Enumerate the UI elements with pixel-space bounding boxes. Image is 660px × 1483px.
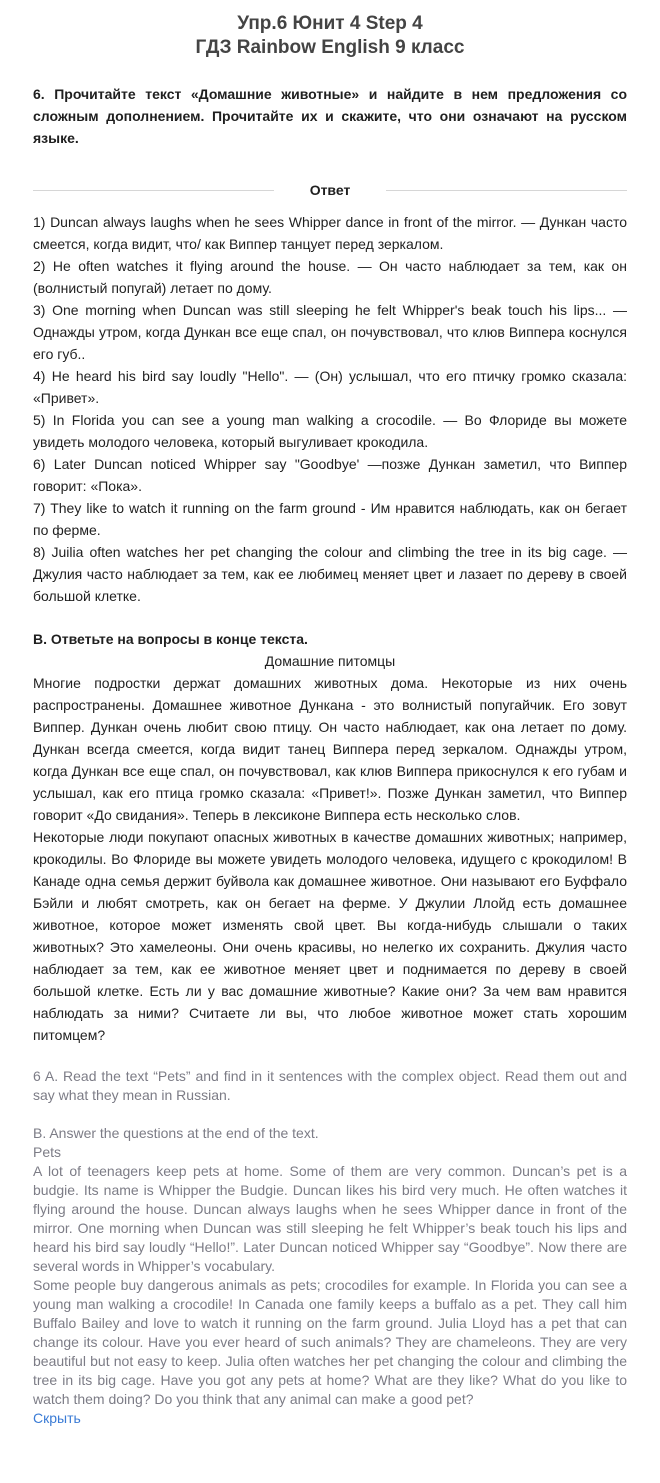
answer-item: 6) Later Duncan noticed Whipper say "Goodbye' —позже Дункан заметил, что Виппер говорит: «Пока». (33, 456, 627, 494)
english-title: Pets (33, 1144, 62, 1160)
ru-paragraph: Многие подростки держат домашних животных дома. Некоторые из них очень распространены. Домашнее животное Дункана - это волнистый попугайчик. Его зовут Виппер. Дункан очень любит свою птицу. Он часто наблюдает, как она летает по дому. Дункан всегда смеется, когда видит танец Виппера перед зеркалом. Однажды утром, когда Дункан все еще спал, он почувствовал, как клюв Виппера прикоснулся к его губам и услышал, как его птица громко сказала: «Привет!». Позже Дункан заметил, что Виппер говорит «До свидания». Теперь в лексиконе Виппера есть несколько слов. (33, 675, 627, 823)
english-task: 6 A. Read the text “Pets” and find in it sentences with the complex object. Read them out and say what they mean in Russian. (33, 1068, 627, 1103)
section-b-heading: В. Ответьте на вопросы в конце текста. (33, 631, 308, 647)
english-paragraph: A lot of teenagers keep pets at home. Some of them are very common. Duncan’s pet is a budgie. Its name is Whipper the Budgie. Duncan likes his bird very much. He often watches it flying around the house. Duncan always laughs when he sees Whipper dance in front of the mirror. One morning when Duncan was still sleeping he felt Whipper’s beak touch his lips and heard his bird say loudly “Hello!”. Later Duncan noticed Whipper say “Goodbye”. Now there are several words in Whipper’s vocabulary. (33, 1163, 627, 1274)
answer-divider (33, 182, 627, 198)
divider-line-left (33, 190, 274, 191)
divider-line-right (386, 190, 627, 191)
english-paragraph: Some people buy dangerous animals as pets; crocodiles for example. In Florida you can see a young man walking a crocodile! In Canada one family keeps a buffalo as a pet. They call him Buffalo Bailey and love to watch it running on the farm ground. Julia Lloyd has a pet that can change its colour. Have you ever heard of such animals? They are chameleons. They are very beautiful but not easy to keep. Julia often watches her pet changing the colour and climbing the tree in its big cage. Have you got any pets at home? What are they like? What do you like to watch them doing? Do you think that any animal can make a good pet? (33, 1277, 627, 1407)
answer-item: 2) He often watches it flying around the house. — Он часто наблюдает за тем, как он (волнистый попугай) летает по дому. (33, 258, 627, 296)
title-line-1: Упр.6 Юнит 4 Step 4 (237, 13, 423, 34)
answer-label: Ответ (309, 182, 351, 198)
english-original (33, 1067, 627, 1428)
answer-item: 8) Juilia often watches her pet changing the colour and climbing the tree in its big cage. — Джулия часто наблюдает за тем, как ее любимец меняет цвет и лазает по дереву в своей большой клетке. (33, 544, 627, 604)
page-title (33, 12, 627, 60)
ru-text-title: Домашние питомцы (264, 653, 396, 669)
english-section-b: B. Answer the questions at the end of the text. (33, 1125, 319, 1141)
title-line-2: ГДЗ Rainbow English 9 класс (195, 37, 465, 58)
ru-text-body (33, 672, 627, 1046)
answer-item: 5) In Florida you can see a young man walking a crocodile. — Во Флориде вы можете увидеть молодого человека, который выгуливает крокодила. (33, 412, 627, 450)
task-text: 6. Прочитайте текст «Домашние животные» и найдите в нем предложения со сложным дополнением. Прочитайте их и скажите, что они означают на русском языке. (33, 86, 627, 146)
answer-item: 7) They like to watch it running on the farm ground - Им нравится наблюдать, как он бегает по ферме. (33, 500, 627, 538)
hide-link[interactable]: Скрыть (33, 1410, 81, 1426)
answer-list (33, 211, 627, 607)
spacer (33, 1105, 627, 1124)
answer-item: 4) He heard his bird say loudly "Hello". — (Он) услышал, что его птичку громко сказала: «Привет». (33, 368, 627, 406)
answer-item: 1) Duncan always laughs when he sees Whipper dance in front of the mirror. — Дункан часто смеется, когда видит, что/ как Виппер танцует перед зеркалом. (33, 214, 627, 252)
ru-paragraph: Некоторые люди покупают опасных животных в качестве домашних животных; например, крокодилы. Во Флориде вы можете увидеть молодого человека, идущего с крокодилом! В Канаде одна семья держит буйвола как домашнее животное. Они называют его Буффало Бэйли и любят смотреть, как он бегает на ферме. У Джулии Ллойд есть домашнее животное, которое может изменять свой цвет. Вы когда-нибудь слышали о таких животных? Это хамелеоны. Они очень красивы, но нелегко их сохранить. Джулия часто наблюдает за тем, как ее животное меняет цвет и поднимается по дереву в своей большой клетке. Есть ли у вас домашние животные? Какие они? За чем вам нравится наблюдать за ними? Считаете ли вы, что любое животное может стать хорошим питомцем? (33, 829, 627, 1043)
answer-item: 3) One morning when Duncan was still sleeping he felt Whipper's beak touch his lips... — Однажды утром, когда Дункан все еще спал, он почувствовал, что клюв Виппера коснулся его губ.. (33, 302, 627, 362)
